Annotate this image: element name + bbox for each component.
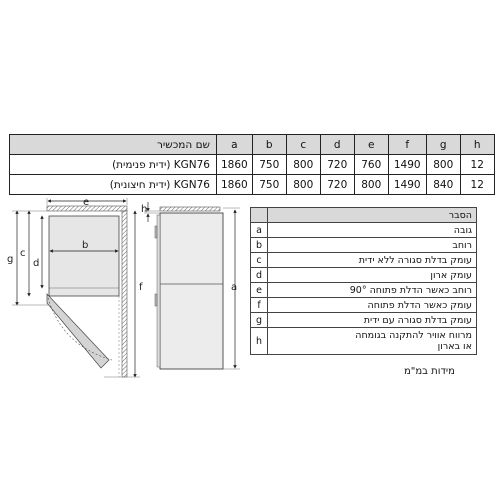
- legend-row: [251, 328, 477, 355]
- label-b: b: [82, 240, 89, 251]
- legend-row: [251, 238, 477, 253]
- spec-value: 800: [354, 175, 388, 195]
- spec-value: 800: [426, 155, 460, 175]
- label-h: h: [141, 204, 148, 215]
- legend-desc-line: מרווח אוויר להתקנה בגומחה: [355, 330, 472, 341]
- spec-value: 12: [460, 175, 494, 195]
- legend-row: [251, 313, 477, 328]
- label-d: d: [33, 258, 40, 269]
- legend-desc-line: או בארון: [437, 341, 472, 352]
- legend-key: a: [251, 223, 268, 238]
- handle-lower: [155, 294, 157, 306]
- legend-row: [251, 253, 477, 268]
- spec-model: KGN76 (ידית פנימית): [10, 155, 217, 175]
- spec-value: 720: [320, 155, 354, 175]
- spec-value: 720: [320, 175, 354, 195]
- legend-key: f: [251, 298, 268, 313]
- legend-desc: עומק ארון: [268, 268, 477, 283]
- header-b: b: [252, 135, 286, 155]
- header-model: שם המכשיר: [10, 135, 217, 155]
- spec-value: 1490: [388, 155, 426, 175]
- niche-top: [160, 207, 220, 211]
- spec-value: 760: [354, 155, 388, 175]
- label-a: a: [231, 282, 238, 293]
- legend-desc: גובה: [268, 223, 477, 238]
- header-f: f: [388, 135, 426, 155]
- spec-value: 750: [252, 175, 286, 195]
- spec-value: 800: [286, 155, 320, 175]
- legend-title: הסבר: [268, 208, 477, 223]
- fridge-side: [160, 213, 223, 369]
- legend-desc: עומק כאשר הדלת פתוחה: [268, 298, 477, 313]
- legend-row: [251, 283, 477, 298]
- spec-value: 750: [252, 155, 286, 175]
- unit-note: מידות במ"מ: [404, 366, 455, 377]
- plan-view: [7, 197, 143, 377]
- header-h: h: [460, 135, 494, 155]
- legend-key: h: [251, 328, 268, 355]
- legend-row: [251, 223, 477, 238]
- label-f: f: [139, 282, 143, 293]
- spec-value: 1860: [217, 155, 253, 175]
- legend-desc: עומק בדלת סגורה עם ידית: [268, 313, 477, 328]
- spec-value: 840: [426, 175, 460, 195]
- legend-key: g: [251, 313, 268, 328]
- spec-value: 800: [286, 175, 320, 195]
- legend-key: e: [251, 283, 268, 298]
- legend-key: c: [251, 253, 268, 268]
- legend-key: d: [251, 268, 268, 283]
- spec-value: 1490: [388, 175, 426, 195]
- handle-upper: [155, 226, 157, 238]
- legend-table: [250, 207, 477, 355]
- door-edge: [157, 215, 160, 367]
- spec-value: 12: [460, 155, 494, 175]
- header-d: d: [320, 135, 354, 155]
- legend-row: [251, 298, 477, 313]
- legend-header-row: [251, 208, 477, 223]
- header-c: c: [286, 135, 320, 155]
- legend-desc: עומק בדלת סגורה ללא ידית: [268, 253, 477, 268]
- label-c: c: [20, 248, 26, 259]
- legend-desc: רוחב: [268, 238, 477, 253]
- open-door: [47, 294, 109, 368]
- spec-model: KGN76 (ידית חיצונית): [10, 175, 217, 195]
- label-e: e: [83, 197, 90, 208]
- side-view: [141, 202, 240, 369]
- header-g: g: [426, 135, 460, 155]
- spec-value: 1860: [217, 175, 253, 195]
- legend-row: [251, 268, 477, 283]
- wall-side: [122, 211, 127, 377]
- header-e: e: [354, 135, 388, 155]
- legend-key: b: [251, 238, 268, 253]
- fridge-body-top: [49, 216, 119, 296]
- header-a: a: [217, 135, 253, 155]
- label-g: g: [7, 254, 14, 265]
- legend-desc: [268, 328, 477, 355]
- legend-desc: רוחב כאשר הדלת פתוחה 90°: [268, 283, 477, 298]
